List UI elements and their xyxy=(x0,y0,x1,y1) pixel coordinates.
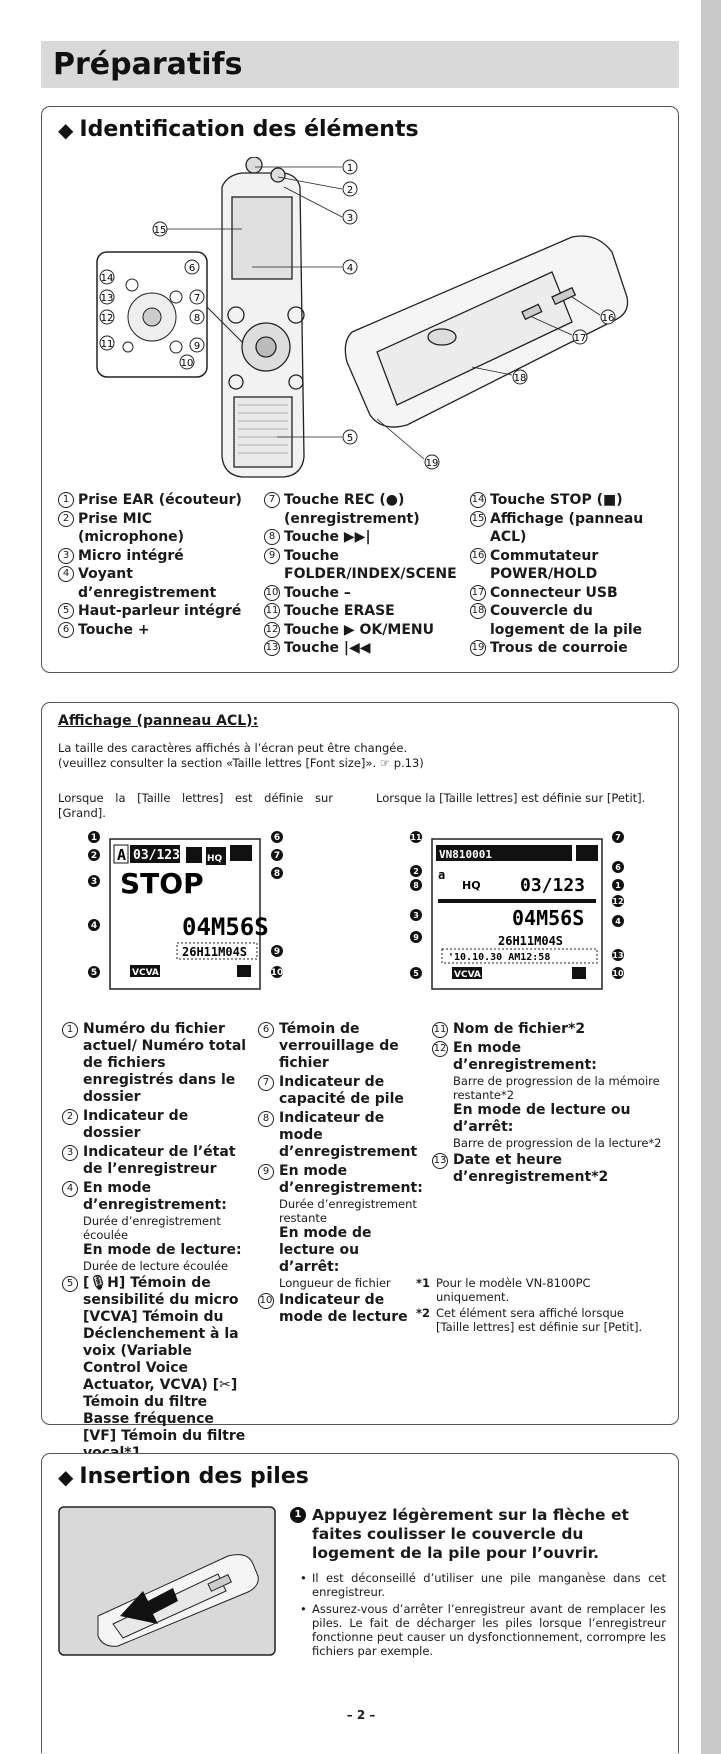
list-item: 1 Prise EAR (écouteur) xyxy=(58,491,248,510)
list-item: 11 Nom de fichier*2 xyxy=(433,1021,586,1037)
batteries-section xyxy=(41,1453,679,1753)
svg-text:1: 1 xyxy=(346,163,354,174)
battery-cover-illustration xyxy=(58,1506,276,1656)
petit-time: 04M56S xyxy=(512,906,585,930)
svg-text:8: 8 xyxy=(273,869,281,879)
svg-text:10: 10 xyxy=(180,358,194,369)
svg-text:11: 11 xyxy=(410,833,422,842)
lcd-petit-illustration xyxy=(402,825,632,1000)
svg-text:3: 3 xyxy=(90,877,98,887)
svg-text:7: 7 xyxy=(273,851,281,861)
svg-text:2: 2 xyxy=(413,867,419,876)
petit-count: 03/123 xyxy=(520,875,586,896)
page-edge-bar xyxy=(701,0,721,1754)
list-item: 4 Voyant d’enregistrement xyxy=(58,565,248,602)
svg-text:12: 12 xyxy=(612,897,624,906)
svg-text:13: 13 xyxy=(612,951,624,960)
svg-text:3: 3 xyxy=(346,213,354,224)
svg-text:16: 16 xyxy=(601,313,615,324)
svg-text:13: 13 xyxy=(100,293,114,304)
svg-text:6: 6 xyxy=(273,833,281,843)
list-item: 3 Indicateur de l’état de l’enregistreur xyxy=(62,1144,247,1178)
list-item: 9 Touche FOLDER/INDEX/SCENE xyxy=(264,547,444,584)
svg-text:3: 3 xyxy=(413,911,419,920)
step-bullets xyxy=(290,1571,666,1658)
list-item: 15 Affichage (panneau ACL) xyxy=(471,510,644,545)
svg-text:15: 15 xyxy=(153,225,167,236)
list-item: 3 Micro intégré xyxy=(58,547,248,566)
acl-footnotes xyxy=(416,1276,656,1336)
list-item: 17 Connecteur USB xyxy=(471,584,618,601)
page-title: Préparatifs xyxy=(53,47,243,82)
list-item: • Il est déconseillé d’utiliser une pile manganèse dans cet enregistreur. xyxy=(312,1571,666,1599)
list-item: 5 [🎙H] Témoin de sensibilité du micro [VCVA] Témoin du Déclenchement à la voix (Variable Control Voice Actuator, VCVA) [✂] Témoin du filtre Basse fréquence [VF] Témoin du filtre xyxy=(62,1275,247,1462)
acl-section xyxy=(41,702,679,1444)
svg-text:2: 2 xyxy=(346,185,354,196)
svg-text:17: 17 xyxy=(573,333,587,344)
list-item: 10 Indicateur de mode de lecture xyxy=(259,1292,408,1325)
svg-text:5: 5 xyxy=(413,969,419,978)
footnote: *2 Cet élément sera affiché lorsque [Taille lettres] est définie sur [Petit]. xyxy=(416,1306,643,1334)
petit-mode: HQ xyxy=(462,879,481,892)
list-item: 2 Prise MIC (microphone) xyxy=(58,510,248,547)
grand-state: STOP xyxy=(120,867,204,900)
svg-text:8: 8 xyxy=(193,313,201,324)
list-item: 2 Indicateur de dossier xyxy=(62,1108,247,1142)
grand-folder: A xyxy=(117,846,127,864)
svg-text:1: 1 xyxy=(615,881,621,890)
list-item: 4 En mode d’enregistrement: Durée d’enregistrement écoulée En mode de lecture: Durée de lecture écoulée xyxy=(62,1180,247,1273)
svg-text:10: 10 xyxy=(612,969,624,978)
svg-text:19: 19 xyxy=(425,458,439,469)
recorder-parts-illustration xyxy=(52,157,672,487)
list-item: 11 Touche ERASE xyxy=(265,603,395,619)
list-item: 8 Indicateur de mode d’enregistrement xyxy=(258,1110,418,1161)
petit-date: '10.10.30 AM12:58 xyxy=(448,952,551,963)
svg-text:4: 4 xyxy=(615,917,621,926)
list-item: 12 Touche ▶ OK/MENU xyxy=(265,621,434,638)
parts-list-col1 xyxy=(58,491,248,639)
svg-text:6: 6 xyxy=(615,863,621,872)
svg-text:9: 9 xyxy=(193,341,201,352)
acl-desc-col1 xyxy=(62,1021,247,1464)
list-item: 13 Touche |◀◀ xyxy=(265,640,371,656)
batteries-heading: ◆ Insertion des piles xyxy=(58,1464,309,1489)
grand-count: 03/123 xyxy=(133,848,180,863)
svg-text:9: 9 xyxy=(413,933,419,942)
diamond-bullet-icon: ◆ xyxy=(58,117,74,142)
battery-step-1: 1 Appuyez légèrement sur la flèche et faites coulisser le couvercle du logement de la pile pour l’ouvrir. • Il est déconseillé d’utiliser une pile manganèse dans cet enregistreur. • Assurez-vous d’arrêter l’enregistreur avant de remplacer les piles. Le fait de décharger les piles lorsque l’enregistreur fonctionne peut causer un dysfonctionnement, corrompre les fichiers par exemple. xyxy=(290,1506,666,1661)
svg-text:4: 4 xyxy=(346,263,354,274)
footnote: *1 Pour le modèle VN-8100PC uniquement. xyxy=(416,1276,591,1304)
svg-text:7: 7 xyxy=(615,833,621,842)
list-item: 16 Commutateur POWER/HOLD xyxy=(471,547,599,582)
page-title-bar xyxy=(41,41,679,88)
list-item: • Assurez-vous d’arrêter l’enregistreur avant de remplacer les piles. Le fait de décharger les piles lorsque l’enregistreur fonctionne peut causer un dysfonctionnement, corrompre les fichiers par exemple. xyxy=(312,1602,666,1658)
acl-desc-col2 xyxy=(258,1021,423,1328)
identification-heading: ◆ Identification des éléments xyxy=(58,117,419,142)
svg-text:5: 5 xyxy=(346,433,354,444)
list-item: 1 Numéro du fichier actuel/ Numéro total de fichiers enregistrés dans le dossier xyxy=(62,1021,247,1106)
svg-text:10: 10 xyxy=(270,968,284,978)
grand-caption: Lorsque la [Taille lettres] est définie sur [Grand]. xyxy=(58,791,333,820)
step-number: 1 xyxy=(290,1507,306,1523)
svg-text:8: 8 xyxy=(413,881,419,890)
svg-text:6: 6 xyxy=(188,263,196,274)
grand-remain: 26H11M04S xyxy=(182,945,248,959)
grand-time: 04M56S xyxy=(182,913,269,941)
diamond-bullet-icon: ◆ xyxy=(58,1464,74,1489)
petit-folder: a xyxy=(438,868,446,882)
list-item: 7 Indicateur de capacité de pile xyxy=(258,1074,418,1108)
identification-section xyxy=(41,106,679,673)
grand-vcva: VCVA xyxy=(132,968,159,978)
list-item: 9 En mode d’enregistrement: Durée d’enregistrement restante En mode de lecture ou d’arrêt: Longueur de fichier xyxy=(258,1163,418,1290)
list-item: 8 Touche ▶▶| xyxy=(264,528,444,547)
acl-title: Affichage (panneau ACL): xyxy=(58,713,259,729)
svg-text:9: 9 xyxy=(273,947,281,957)
svg-text:18: 18 xyxy=(513,373,527,384)
svg-text:7: 7 xyxy=(193,293,201,304)
svg-text:5: 5 xyxy=(90,968,98,978)
list-item: 19 Trous de courroie xyxy=(471,640,628,656)
petit-file: VN810001 xyxy=(439,848,492,861)
page-number: – 2 – xyxy=(346,1708,376,1722)
list-item: 12 En mode d’enregistrement: Barre de progression de la mémoire restante*2 En mode de lecture ou d’arrêt: Barre de progression de la lecture*2 xyxy=(433,1040,662,1150)
svg-text:11: 11 xyxy=(100,339,114,350)
svg-text:12: 12 xyxy=(100,313,114,324)
grand-mode: HQ xyxy=(207,854,223,864)
list-item: 7 Touche REC (●) (enregistrement) xyxy=(264,491,444,528)
list-item: 13 Date et heure d’enregistrement*2 xyxy=(433,1152,609,1185)
acl-desc-col3 xyxy=(432,1021,662,1188)
parts-list-col2 xyxy=(264,491,457,658)
petit-caption: Lorsque la [Taille lettres] est définie sur [Petit]. xyxy=(376,791,646,805)
petit-vcva: VCVA xyxy=(454,970,481,980)
acl-intro: La taille des caractères affichés à l’écran peut être changée. (veuillez consulter la section «Taille lettres [Font size]». ☞ p.13) xyxy=(58,741,424,770)
svg-text:14: 14 xyxy=(100,273,114,284)
lcd-grand-illustration xyxy=(82,825,292,1000)
svg-text:1: 1 xyxy=(90,833,98,843)
svg-text:2: 2 xyxy=(90,851,98,861)
list-item: 6 Témoin de verrouillage de fichier xyxy=(258,1021,418,1072)
list-item: 10 Touche – xyxy=(265,584,351,601)
petit-remain: 26H11M04S xyxy=(498,934,564,948)
parts-list-col3 xyxy=(470,491,666,658)
list-item: 5 Haut-parleur intégré xyxy=(58,602,248,621)
list-item: 6 Touche + xyxy=(58,621,248,640)
svg-text:4: 4 xyxy=(90,921,98,931)
list-item: 14 Touche STOP (■) xyxy=(471,492,623,508)
list-item: 18 Couvercle du logement de la pile xyxy=(471,603,643,638)
